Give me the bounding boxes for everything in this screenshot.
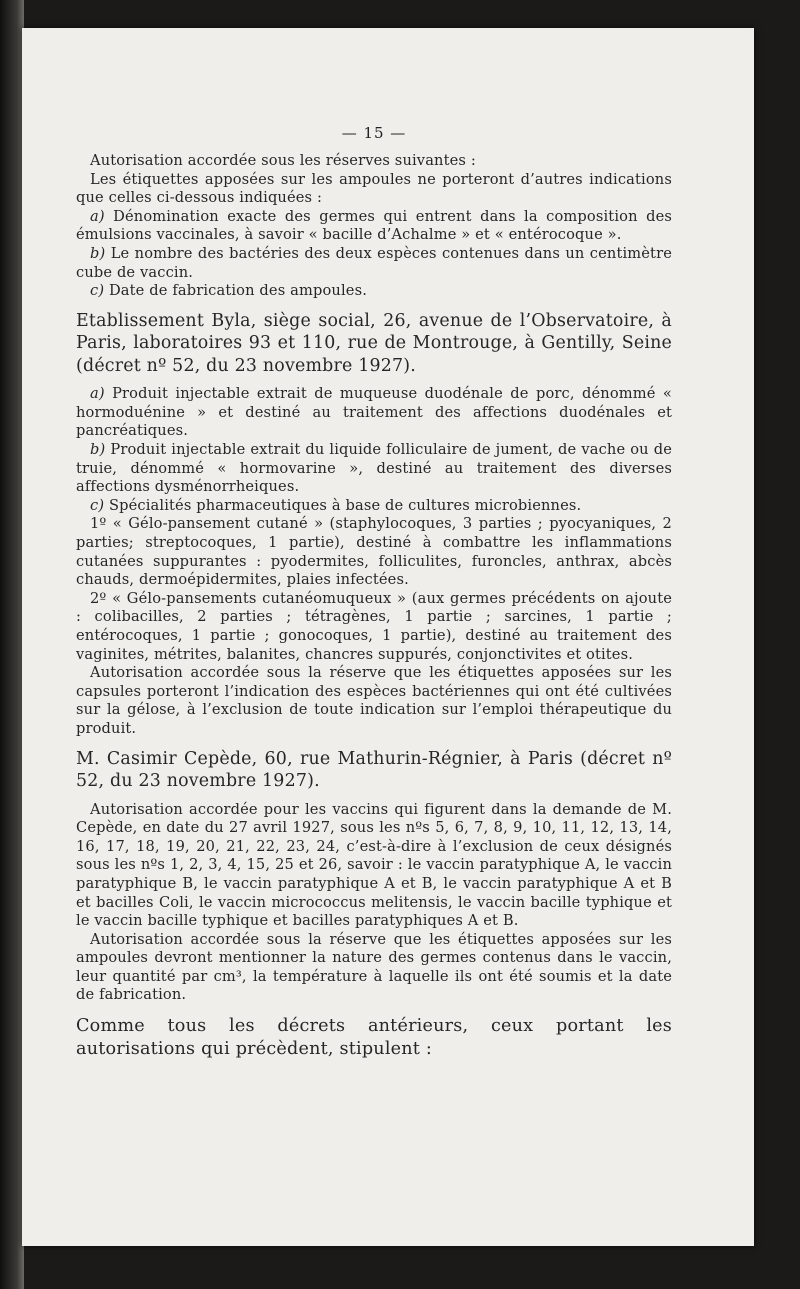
paragraph: Autorisation accordée pour les vaccins qui figurent dans la demande de M. Cepède, en date du 27 avril 1927, sous les nºs 5, 6, 7, 8, 9, 10, 11, 12, 13, 14, 16, 17, 18, 19, 20, 21, 22, 23, 24, c’est-à-dire à l’exclusion de ceux désignés sous les nºs 1, 2, 3, 4, 15, 25 et 26, savoir : le vaccin paratyphique A, le vaccin paratyphique B, le vaccin paratyphique A et B, le vaccin paratyphique A et B et bacilles Coli, le vaccin micrococcus melitensis, le vaccin bacille typhique et le vaccin bacille typhique et bacilles paratyphiques A et B. [76, 800, 672, 930]
list-marker: b) [90, 244, 106, 262]
list-item-text: Produit injectable extrait du liquide folliculaire de jument, de vache ou de truie, dénommé « hormovarine », destiné au traitement des diverses affections dysménorrheiques. [76, 441, 672, 496]
list-item-text: Dénomination exacte des germes qui entrent dans la composition des émulsions vaccinales, à savoir « bacille d’Achalme » et « entérocoque ». [76, 207, 672, 244]
paragraph: Les étiquettes apposées sur les ampoules ne porteront d’autres indications que celles ci-dessous indiquées : [76, 170, 672, 207]
paragraph: Autorisation accordée sous la réserve que les étiquettes apposées sur les capsules porteront l’indication des espèces bactériennes qui ont été cultivées sur la gélose, à l’exclusion de toute indication sur l’emploi thérapeutique du produit. [76, 664, 672, 737]
list-item-text: Le nombre des bactéries des deux espèces contenues dans un centimètre cube de vaccin. [76, 244, 672, 281]
list-item-text: Date de fabrication des ampoules. [104, 282, 367, 300]
list-item [76, 282, 672, 301]
scanned-page [22, 28, 754, 1246]
section-heading: Etablissement Byla, siège social, 26, avenue de l’Observatoire, à Paris, laboratoires 93 et 110, rue de Montrouge, à Gentilly, Seine (décret nº 52, du 23 novembre 1927). [76, 310, 672, 376]
list-marker: c) [90, 282, 105, 300]
list-item [76, 441, 672, 497]
list-marker: a) [90, 207, 105, 225]
list-item [76, 497, 672, 516]
paragraph: 1º « Gélo-pansement cutané » (staphylocoques, 3 parties ; pyocyaniques, 2 parties; streptocoques, 1 partie), destiné à combattre les inflammations cutanées suppurantes : pyodermites, folliculites, furoncles, anthrax, abcès chauds, dermoépidermites, plaies infectées. [76, 515, 672, 589]
page-text-block [76, 124, 672, 1060]
paragraph: Autorisation accordée sous les réserves suivantes : [90, 152, 476, 169]
section-heading: M. Casimir Cepède, 60, rue Mathurin-Régnier, à Paris (décret nº 52, du 23 novembre 1927). [76, 748, 672, 792]
paragraph: Autorisation accordée sous la réserve que les étiquettes apposées sur les ampoules devront mentionner la nature des germes contenus dans le vaccin, leur quantité par cm³, la température à laquelle ils ont été soumis et la date de fabrication. [76, 930, 672, 1004]
list-marker: b) [90, 441, 106, 459]
list-item [76, 385, 672, 441]
list-item [76, 208, 672, 245]
closing-paragraph: Comme tous les décrets antérieurs, ceux portant les autorisations qui précèdent, stipulent : [76, 1016, 672, 1059]
list-marker: c) [90, 496, 105, 514]
list-item-text: Spécialités pharmaceutiques à base de cultures microbiennes. [104, 496, 582, 514]
list-item-text: Produit injectable extrait de muqueuse duodénale de porc, dénommé « hormoduénine » et destiné au traitement des affections duodénales et pancréatiques. [76, 385, 672, 440]
book-spine-shadow [0, 0, 24, 1289]
list-marker: a) [90, 385, 105, 403]
page-number: — 15 — [341, 124, 407, 142]
list-item [76, 245, 672, 282]
paragraph: 2º « Gélo-pansements cutanéomuqueux » (aux germes précédents on ajoute : colibacilles, 2 parties ; tétragènes, 1 partie ; sarcines, 1 partie ; entérocoques, 1 partie ; gonocoques, 1 partie), destiné au traitement des vaginites, métrites, balanites, chancres suppurés, conjonctivites et otites. [76, 589, 672, 663]
